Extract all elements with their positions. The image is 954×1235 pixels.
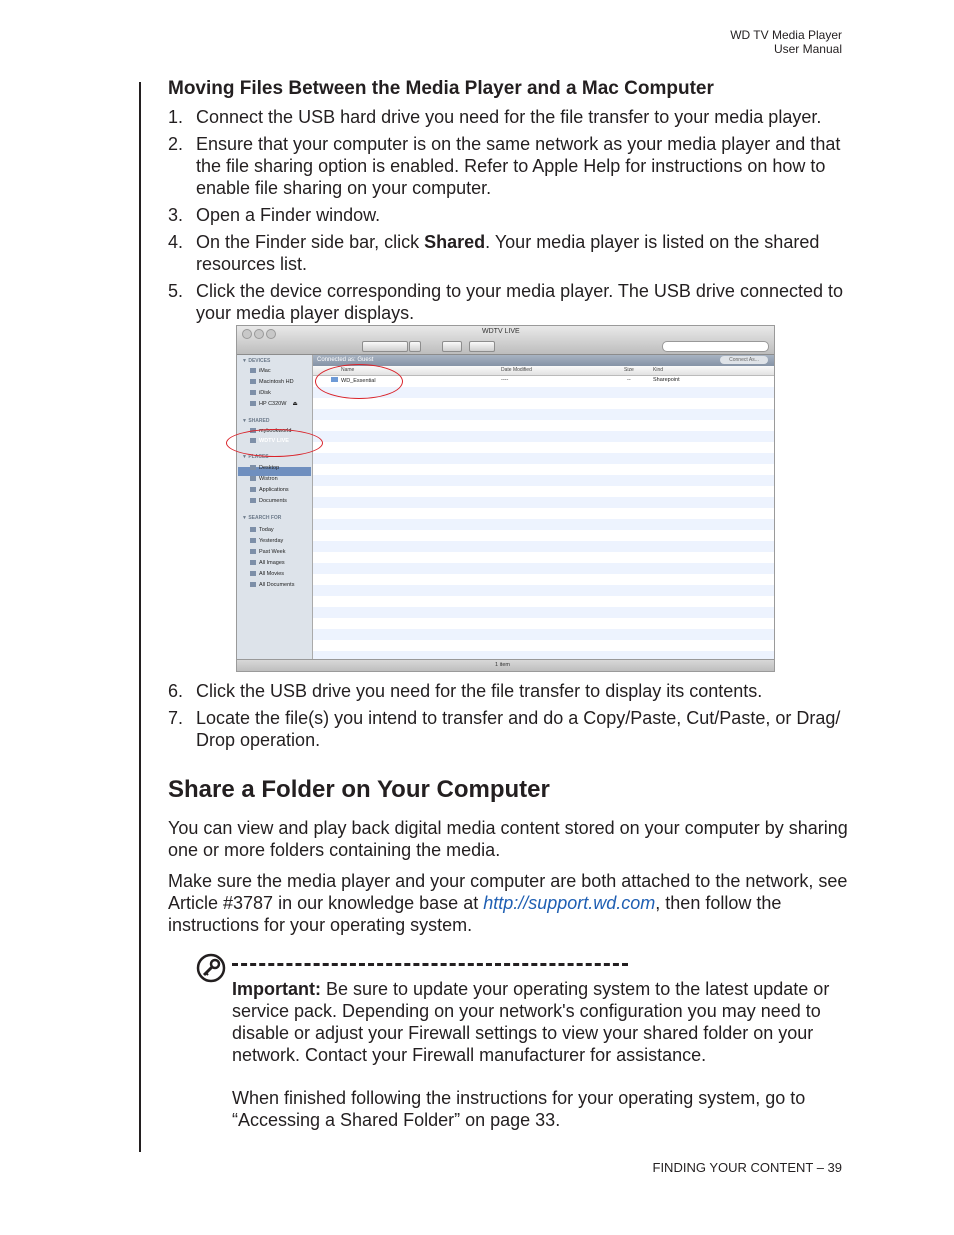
file-name: WD_Essential — [331, 377, 376, 384]
steps-list-bottom — [168, 680, 848, 756]
step-item: 7. Locate the file(s) you intend to transfer and do a Copy/Paste, Cut/Paste, or Drag/ Drop operation. — [168, 708, 841, 750]
home-icon — [250, 476, 256, 481]
close-dot-icon — [242, 329, 252, 339]
header-product: WD TV Media Player — [730, 28, 842, 42]
smart-folder-icon — [250, 571, 256, 576]
step-item: 4. On the Finder side bar, click Shared. Your media player is listed on the shared resources list. — [168, 232, 820, 274]
column-header: Name Date Modified Size Kind — [313, 366, 774, 376]
coverflow-icon — [409, 341, 421, 352]
zoom-dot-icon — [266, 329, 276, 339]
sidebar-item: All Documents — [250, 581, 294, 589]
quicklook-icon — [442, 341, 462, 352]
sidebar-header-shared: ▼ SHARED — [242, 418, 270, 424]
status-bar: 1 item — [237, 659, 774, 672]
sidebar-item: All Images — [250, 559, 285, 567]
smart-folder-icon — [250, 582, 256, 587]
sidebar-item: Applications — [250, 486, 289, 494]
clock-icon — [250, 538, 256, 543]
running-header — [730, 28, 842, 56]
sidebar-item: mybookworld — [250, 427, 291, 435]
clock-icon — [250, 549, 256, 554]
computer-icon — [250, 368, 256, 373]
sidebar-item-wdtv-live: WDTV LIVE — [250, 437, 289, 445]
header-doc: User Manual — [773, 42, 842, 56]
sidebar-item: Past Week — [250, 548, 286, 556]
network-paragraph: Make sure the media player and your computer are both attached to the network, see Article #3787 in our knowledge base at http://support.wd.com, then follow the instructions for your operating system. — [168, 871, 848, 935]
printer-icon — [250, 401, 256, 406]
step-item: 5. Click the device corresponding to your media player. The USB drive connected to your media player displays. — [168, 281, 844, 323]
finder-sidebar — [237, 355, 313, 659]
smart-folder-icon — [250, 560, 256, 565]
path-bar: Connected as: Guest Connect As... — [313, 355, 774, 366]
support-link[interactable]: http://support.wd.com — [483, 893, 656, 913]
idisk-icon — [250, 390, 256, 395]
file-date: ---- — [501, 377, 509, 383]
search-field-icon — [662, 341, 769, 352]
sidebar-item: All Movies — [250, 570, 284, 578]
step-item: 2. Ensure that your computer is on the same network as your media player and that the file sharing option is enabled. Refer to Apple Help for instructions on how to enable file sharing on your computer. — [168, 134, 841, 198]
sidebar-item: Wistron — [250, 475, 278, 483]
step-item: 1. Connect the USB hard drive you need for the file transfer to your media player. — [168, 107, 822, 127]
file-list — [313, 376, 774, 659]
intro-paragraph: You can view and play back digital media content stored on your computer by sharing one or more folders containing the media. — [168, 818, 848, 860]
shared-bold: Shared — [424, 232, 486, 252]
sidebar-item: iDisk — [250, 389, 271, 397]
view-buttons-icon — [362, 341, 408, 352]
sidebar-item: Macintosh HD — [250, 378, 294, 386]
sidebar-item: Documents — [250, 497, 287, 505]
desktop-icon — [250, 465, 256, 470]
sidebar-header-devices: ▼ DEVICES — [242, 358, 271, 364]
highlight-ring-file — [315, 364, 403, 399]
steps-list-top — [168, 106, 848, 329]
harddisk-icon — [250, 379, 256, 384]
sidebar-header-places: ▼ PLACES — [242, 454, 269, 460]
sidebar-item: Yesterday — [250, 537, 283, 545]
sidebar-header-search: ▼ SEARCH FOR — [242, 515, 282, 521]
section-heading-mac: Moving Files Between the Media Player and a Mac Computer — [168, 78, 714, 99]
step-item: 3. Open a Finder window. — [168, 205, 381, 225]
sidebar-item: HP C320W ⏏ — [250, 400, 298, 408]
minimize-dot-icon — [254, 329, 264, 339]
key-icon — [196, 953, 226, 983]
file-size: -- — [627, 377, 631, 383]
connect-as-button: Connect As... — [720, 356, 768, 364]
important-note: Important: Be sure to update your operating system to the latest update or service pack. Depending on your network's configuration you may need to disable or adjust your Firewall settings to view your shared folder on your network. Contact your Firewall manufacturer for assistance. — [232, 979, 830, 1065]
window-title: WDTV LIVE — [482, 328, 520, 335]
sidebar-item: iMac — [250, 367, 271, 375]
highlight-ring-device — [226, 429, 323, 457]
documents-icon — [250, 498, 256, 503]
clock-icon — [250, 527, 256, 532]
margin-rule — [139, 82, 141, 1152]
page-footer: FINDING YOUR CONTENT – 39 — [652, 1160, 842, 1175]
sidebar-item: Desktop — [250, 464, 279, 472]
finder-toolbar — [237, 326, 774, 355]
follow-up-note: When finished following the instructions for your operating system, go to “Accessing a Shared Folder” on page 33. — [232, 1088, 806, 1130]
sidebar-item: Today — [250, 526, 274, 534]
section-heading-share: Share a Folder on Your Computer — [168, 776, 550, 803]
step-item: 6. Click the USB drive you need for the file transfer to display its contents. — [168, 681, 763, 701]
action-gear-icon — [469, 341, 495, 352]
important-label: Important: — [232, 979, 321, 999]
file-kind: Sharepoint — [653, 377, 680, 383]
note-divider — [232, 963, 628, 966]
applications-icon — [250, 487, 256, 492]
